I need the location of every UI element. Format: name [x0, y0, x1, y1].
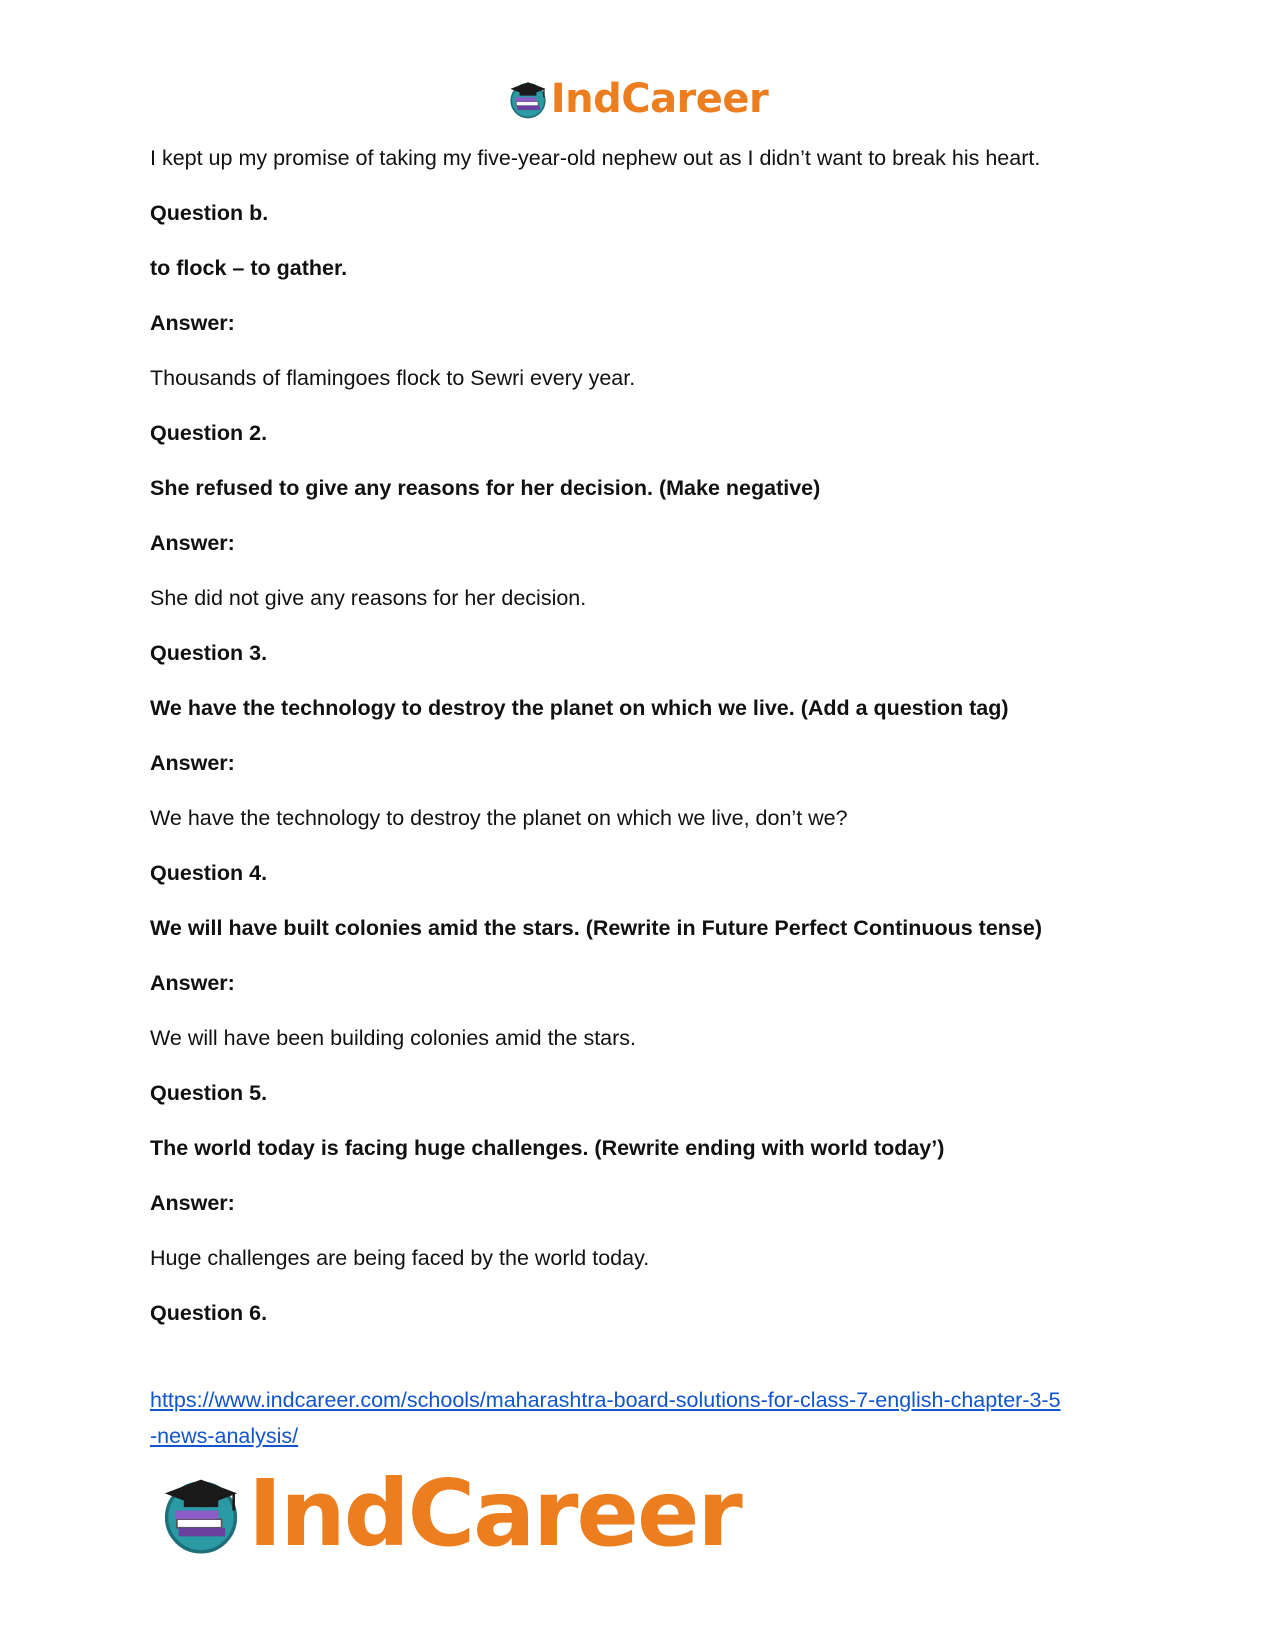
question-text: We have the technology to destroy the planet on which we live. (Add a question tag) [150, 696, 1009, 720]
question-heading: Question 3. [150, 641, 268, 665]
answer-label: Answer: [150, 531, 235, 555]
source-link-line-2[interactable]: -news-analysis/ [150, 1424, 299, 1448]
answer-label: Answer: [150, 311, 235, 335]
header-logo [0, 78, 1275, 120]
question-text: The world today is facing huge challenges. (Rewrite ending with world today’) [150, 1136, 945, 1160]
source-link-line-1[interactable]: https://www.indcareer.com/schools/maharashtra-board-solutions-for-class-7-english-chapter-3-5 [150, 1388, 1061, 1412]
document-body [150, 145, 1150, 1355]
question-text: We will have built colonies amid the stars. (Rewrite in Future Perfect Continuous tense) [150, 916, 1043, 940]
answer-label: Answer: [150, 751, 235, 775]
answer-text: We will have been building colonies amid the stars. [150, 1026, 637, 1050]
header-logo-text: IndCareer [550, 76, 769, 122]
graduation-cap-book-icon [507, 78, 549, 120]
answer-text: Thousands of flamingoes flock to Sewri every year. [150, 366, 636, 390]
question-heading: Question 4. [150, 861, 268, 885]
answer-label: Answer: [150, 1191, 235, 1215]
question-heading: Question b. [150, 201, 269, 225]
graduation-cap-book-icon [158, 1471, 244, 1557]
source-link[interactable] [150, 1382, 1150, 1454]
answer-text: I kept up my promise of taking my five-year-old nephew out as I didn’t want to break his heart. [150, 146, 1041, 170]
question-text: She refused to give any reasons for her decision. (Make negative) [150, 476, 821, 500]
answer-label: Answer: [150, 971, 235, 995]
footer-logo-text: IndCareer [248, 1460, 741, 1567]
question-text: to flock – to gather. [150, 256, 348, 280]
question-heading: Question 6. [150, 1301, 268, 1325]
footer-logo [158, 1460, 741, 1567]
question-heading: Question 5. [150, 1081, 268, 1105]
answer-text: Huge challenges are being faced by the world today. [150, 1246, 650, 1270]
question-heading: Question 2. [150, 421, 268, 445]
answer-text: She did not give any reasons for her decision. [150, 586, 587, 610]
answer-text: We have the technology to destroy the planet on which we live, don’t we? [150, 806, 848, 830]
